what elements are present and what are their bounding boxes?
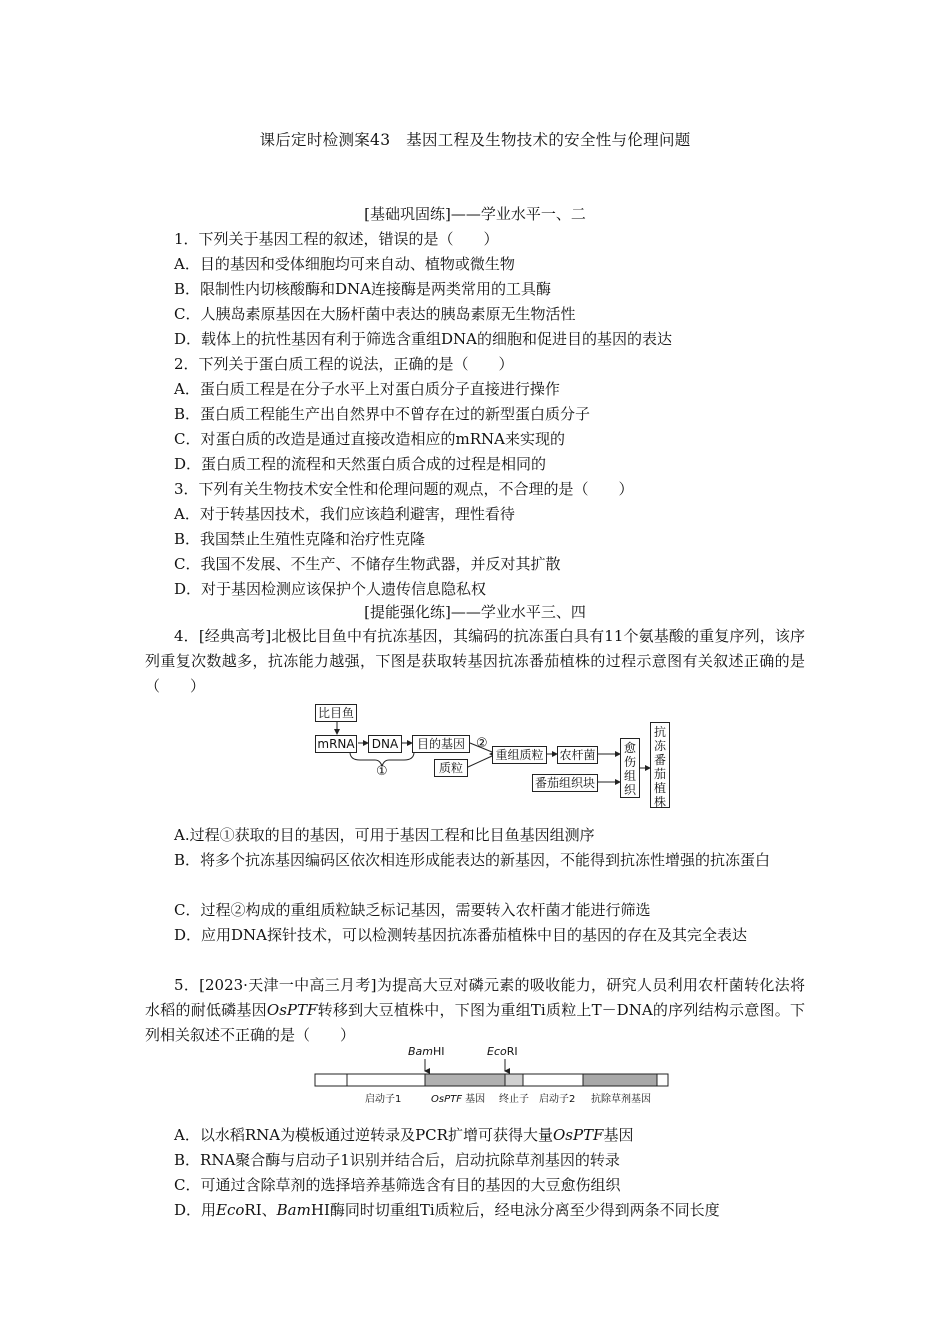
ecori-label: EcoRⅠ [487, 1045, 518, 1058]
q5-stem [145, 973, 805, 1048]
node-recombinant-plasmid: 重组质粒 [492, 746, 547, 764]
seg-promoter-2: 启动子2 [539, 1094, 576, 1105]
q4-option-b: B．将多个抗冻基因编码区依次相连形成能表达的新基因，不能得到抗冻性增强的抗冻蛋白 [174, 851, 771, 869]
q3-stem: 3．下列有关生物技术安全性和伦理问题的观点，不合理的是（ ） [174, 480, 634, 498]
q4-flow-diagram [300, 700, 680, 815]
q5-stem-gene: OsPTF [266, 1001, 318, 1019]
q1-stem: 1．下列关于基因工程的叙述，错误的是（ ） [174, 230, 499, 248]
q4-option-d: D．应用DNA探针技术，可以检测转基因抗冻番茄植株中目的基因的存在及其完全表达 [174, 926, 748, 944]
q2-option-a: A．蛋白质工程是在分子水平上对蛋白质分子直接进行操作 [174, 380, 560, 398]
q2-option-d: D．蛋白质工程的流程和天然蛋白质合成的过程是相同的 [174, 455, 547, 473]
q5-option-d: D．用EcoRⅠ、BamHⅠ酶同时切重组Ti质粒后，经电泳分离至少得到两条不同长度 [174, 1201, 720, 1219]
node-tomato-tissue: 番茄组织块 [532, 774, 598, 792]
section-heading-advanced: [提能强化练]——学业水平三、四 [364, 603, 586, 621]
bamhi-label: BamHⅠ [408, 1045, 445, 1058]
page-title: 课后定时检测案43 基因工程及生物技术的安全性与伦理问题 [259, 131, 691, 149]
node-fish: 比目鱼 [315, 704, 357, 722]
q1-option-c: C．人胰岛素原基因在大肠杆菌中表达的胰岛素原无生物活性 [174, 305, 576, 323]
q1-option-d: D．载体上的抗性基因有利于筛选含重组DNA的细胞和促进目的基因的表达 [174, 330, 673, 348]
q3-option-d: D．对于基因检测应该保护个人遗传信息隐私权 [174, 580, 487, 598]
seg-herbicide-resistance-gene: 抗除草剂基因 [591, 1094, 651, 1105]
q2-option-b: B．蛋白质工程能生产出自然界中不曾存在过的新型蛋白质分子 [174, 405, 591, 423]
q4-option-a: A.过程①获取的目的基因，可用于基因工程和比目鱼基因组测序 [174, 826, 595, 844]
seg-osptf-gene: OsPTF 基因 [431, 1094, 486, 1105]
q5-option-a: A．以水稻RNA为模板通过逆转录及PCR扩增可获得大量OsPTF基因 [174, 1126, 634, 1144]
node-plasmid: 质粒 [434, 759, 468, 777]
node-agrobacterium: 农杆菌 [557, 746, 598, 764]
seg-terminator: 终止子 [499, 1094, 529, 1105]
seg-promoter-1: 启动子1 [365, 1094, 402, 1105]
q5-stem-part1: 5．[2023·天津一中高三月考]为提高大豆对磷元素的吸收能力，研究人员利用农杆菌转化法将水稻的耐低磷基因 [145, 976, 805, 1019]
step-1-label: ① [376, 764, 388, 779]
step-2-label: ② [476, 736, 488, 751]
q5-option-b: B．RNA聚合酶与启动子1识别并结合后，启动抗除草剂基因的转录 [174, 1151, 620, 1169]
q5-tdna-diagram [313, 1045, 673, 1107]
q1-option-a: A．目的基因和受体细胞均可来自动、植物或微生物 [174, 255, 515, 273]
q3-option-c: C．我国不发展、不生产、不储存生物武器，并反对其扩散 [174, 555, 561, 573]
q3-option-a: A．对于转基因技术，我们应该趋利避害，理性看待 [174, 505, 515, 523]
node-dna: DNA [368, 735, 402, 753]
q5-option-c: C．可通过含除草剂的选择培养基筛选含有目的基因的大豆愈伤组织 [174, 1176, 621, 1194]
q2-option-c: C．对蛋白质的改造是通过直接改造相应的mRNA来实现的 [174, 430, 565, 448]
node-target-gene: 目的基因 [412, 735, 470, 753]
node-mrna: mRNA [315, 735, 357, 753]
q4-option-c: C．过程②构成的重组质粒缺乏标记基因，需要转入农杆菌才能进行筛选 [174, 901, 651, 919]
q4-stem: 4．[经典高考]北极比目鱼中有抗冻基因，其编码的抗冻蛋白具有11个氨基酸的重复序列，该序列重复次数越多，抗冻能力越强，下图是获取转基因抗冻番茄植株的过程示意图有关叙述正确的是（ ） [145, 627, 805, 695]
q3-option-b: B．我国禁止生殖性克隆和治疗性克隆 [174, 530, 426, 548]
q5-stem-part2: 转移到大豆植株中，下图为重组Ti质粒上T－DNA的序列结构示意图。下列相关叙述不正确的是（ ） [145, 1001, 805, 1044]
q2-stem: 2．下列关于蛋白质工程的说法，正确的是（ ） [174, 355, 514, 373]
section-heading-basic: [基础巩固练]——学业水平一、二 [364, 205, 586, 223]
node-callus: 愈伤组织 [620, 738, 640, 798]
node-transgenic-plant: 抗冻番茄植株 [650, 722, 670, 808]
q1-option-b: B．限制性内切核酸酶和DNA连接酶是两类常用的工具酶 [174, 280, 552, 298]
